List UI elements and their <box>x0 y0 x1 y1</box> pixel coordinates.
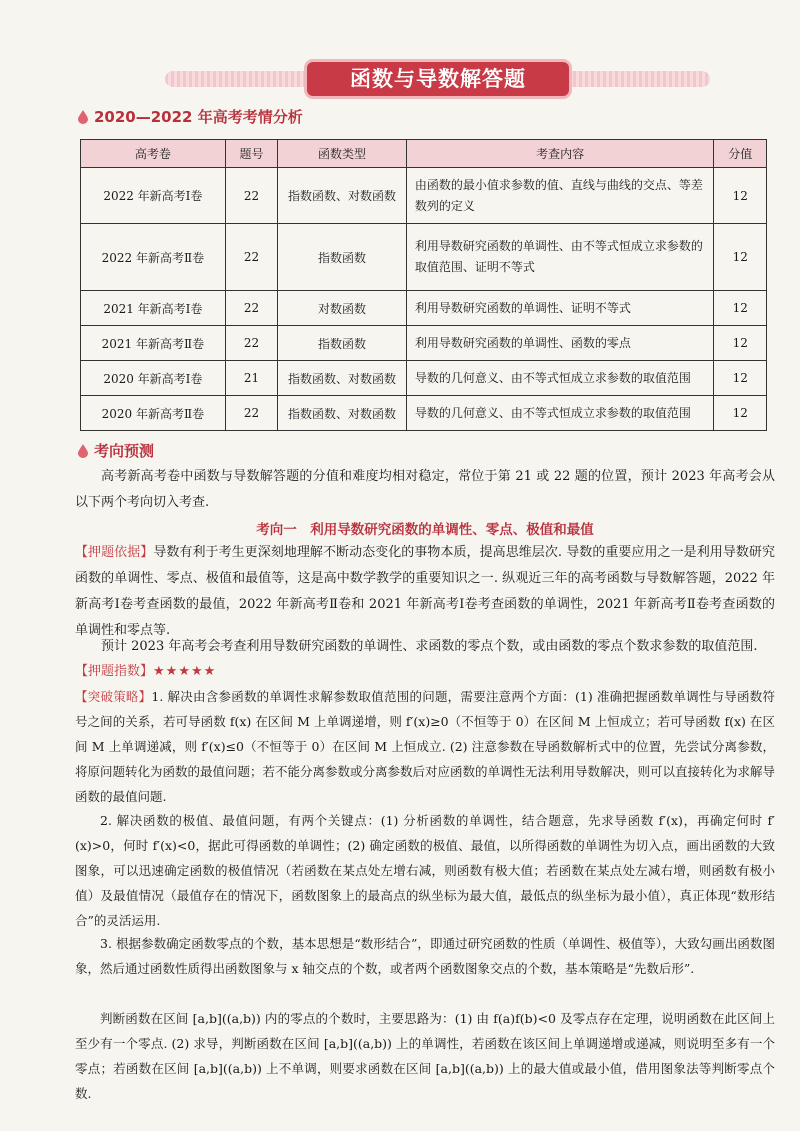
cell-content: 利用导数研究函数的单调性、函数的零点 <box>406 326 714 361</box>
section-forecast-title: 考向预测 <box>94 442 155 460</box>
col-header-score: 分值 <box>714 140 767 168</box>
col-header-type: 函数类型 <box>278 140 407 168</box>
cell-type: 指数函数 <box>278 326 407 361</box>
basis-text: 导数有利于考生更深刻地理解不断动态变化的事物本质，提高思维层次. 导数的重要应用之一是利用导数研究函数的单调性、零点、极值和最值等，这是高中数学教学的重要知识之一. 纵观近三年的高考函数与导数解答题，2022 年新高考Ⅰ卷考查函数的最值，2022 年新高考Ⅱ卷和 2021 年新高考Ⅰ卷考查函数的单调性，2021 年新高考Ⅱ卷考查函数的单调性和零点等. <box>75 545 775 638</box>
cell-content: 利用导数研究函数的单调性、由不等式恒成立求参数的取值范围、证明不等式 <box>406 224 714 291</box>
cell-exam: 2021 年新高考Ⅱ卷 <box>81 326 226 361</box>
banner <box>165 62 710 96</box>
col-header-content: 考查内容 <box>406 140 714 168</box>
cell-type: 对数函数 <box>278 291 407 326</box>
col-header-exam: 高考卷 <box>81 140 226 168</box>
star-rating-icon: ★★★★★ <box>153 664 217 679</box>
table-row <box>81 326 767 361</box>
page-title: 函数与导数解答题 <box>307 62 569 96</box>
exam-analysis-table <box>80 139 767 431</box>
cell-type: 指数函数、对数函数 <box>278 168 407 224</box>
cell-exam: 2022 年新高考Ⅰ卷 <box>81 168 226 224</box>
cell-number: 22 <box>225 396 278 431</box>
section-forecast-heading <box>78 440 154 461</box>
forecast-paragraph: 预计 2023 年高考会考查利用导数研究函数的单调性、求函数的零点个数，或由函数的零点个数求参数的取值范围. <box>101 639 758 654</box>
cell-type: 指数函数、对数函数 <box>278 361 407 396</box>
flame-icon <box>78 444 88 458</box>
flame-icon <box>78 110 88 124</box>
table-row <box>81 396 767 431</box>
cell-type: 指数函数、对数函数 <box>278 396 407 431</box>
basis-label: 【押题依据】 <box>75 545 154 560</box>
strategy-paragraph-2: 2. 解决函数的极值、最值问题，有两个关键点：(1) 分析函数的单调性，结合题意，先求导函数 f′(x)，再确定何时 f′(x)>0，何时 f′(x)<0，据此可得函数的单调性；(2) 确定函数的极值、最值，以所得函数的单调性为切入点，画出函数的大致图象，可以迅速确定函数的极值情况（若函数在某点处左增右减，则函数有极大值；若函数在某点处左减右增，则函数有极小值）及最值情况（最值存在的情况下，函数图象上的最高点的纵坐标为最大值，最低点的纵坐标为最小值），真正体现“数形结合”的灵活运用. <box>75 813 775 928</box>
strategy-paragraph-1 <box>75 684 775 809</box>
col-header-number: 题号 <box>225 140 278 168</box>
cell-number: 22 <box>225 291 278 326</box>
section-analysis-title: 2020—2022 年高考考情分析 <box>94 108 303 126</box>
cell-score: 12 <box>714 326 767 361</box>
cell-content: 由函数的最小值求参数的值、直线与曲线的交点、等差数列的定义 <box>406 168 714 224</box>
cell-exam: 2022 年新高考Ⅱ卷 <box>81 224 226 291</box>
strategy-1-text: 1. 解决由含参函数的单调性求解参数取值范围的问题，需要注意两个方面：(1) 准确把握函数单调性与导函数符号之间的关系，若可导函数 f(x) 在区间 M 上单调递增，则 f′(x)≥0（不恒等于 0）在区间 M 上恒成立；若可导函数 f(x) 在区间 M 上单调递减，则 f′(x)≤0（不恒等于 0）在区间 M 上恒成立. (2) 注意参数在导函数解析式中的位置，先尝试分离参数，将原问题转化为函数的最值问题；若不能分离参数或分离参数后对应函数的单调性无法利用导数解决，则可以直接转化为求解导函数的最值问题. <box>75 689 776 804</box>
index-label: 【押题指数】 <box>75 664 154 679</box>
cell-content: 利用导数研究函数的单调性、证明不等式 <box>406 291 714 326</box>
cell-score: 12 <box>714 224 767 291</box>
table-row <box>81 291 767 326</box>
section-analysis-heading <box>78 106 303 127</box>
cell-score: 12 <box>714 291 767 326</box>
cell-score: 12 <box>714 396 767 431</box>
table-header-row <box>81 140 767 168</box>
forecast-intro: 高考新高考卷中函数与导数解答题的分值和难度均相对稳定，常位于第 21 或 22 题的位置，预计 2023 年高考会从以下两个考向切入考查. <box>75 469 775 510</box>
basis-paragraph <box>75 540 775 644</box>
cell-content: 导数的几何意义、由不等式恒成立求参数的取值范围 <box>406 361 714 396</box>
table-row <box>81 168 767 224</box>
strategy-label: 【突破策略】 <box>75 689 152 704</box>
cell-score: 12 <box>714 168 767 224</box>
cell-number: 22 <box>225 326 278 361</box>
table-row <box>81 224 767 291</box>
strategy-paragraph-3: 3. 根据参数确定函数零点的个数，基本思想是“数形结合”，即通过研究函数的性质（单调性、极值等），大致勾画出函数图象，然后通过函数性质得出函数图象与 x 轴交点的个数，或者两个函数图象交点的个数，基本策略是“先数后形”. <box>75 936 775 976</box>
cell-number: 22 <box>225 224 278 291</box>
cell-number: 22 <box>225 168 278 224</box>
cell-exam: 2020 年新高考Ⅰ卷 <box>81 361 226 396</box>
cell-type: 指数函数 <box>278 224 407 291</box>
table-row <box>81 361 767 396</box>
direction-one-title: 考向一 利用导数研究函数的单调性、零点、极值和最值 <box>256 522 594 538</box>
cell-exam: 2020 年新高考Ⅱ卷 <box>81 396 226 431</box>
cell-content: 导数的几何意义、由不等式恒成立求参数的取值范围 <box>406 396 714 431</box>
cell-number: 21 <box>225 361 278 396</box>
cell-exam: 2021 年新高考Ⅰ卷 <box>81 291 226 326</box>
strategy-paragraph-4: 判断函数在区间 [a,b]((a,b)) 内的零点的个数时，主要思路为：(1) 由 f(a)f(b)<0 及零点存在定理，说明函数在此区间上至少有一个零点. (2) 求导，判断函数在区间 [a,b]((a,b)) 上的单调性，若函数在该区间上单调递增或递减，则说明至多有一个零点；若函数在区间 [a,b]((a,b)) 上不单调，则要求函数在区间 [a,b]((a,b)) 上的最大值或最小值，借用图象法等判断零点个数. <box>75 1011 775 1101</box>
index-paragraph <box>75 659 775 685</box>
cell-score: 12 <box>714 361 767 396</box>
